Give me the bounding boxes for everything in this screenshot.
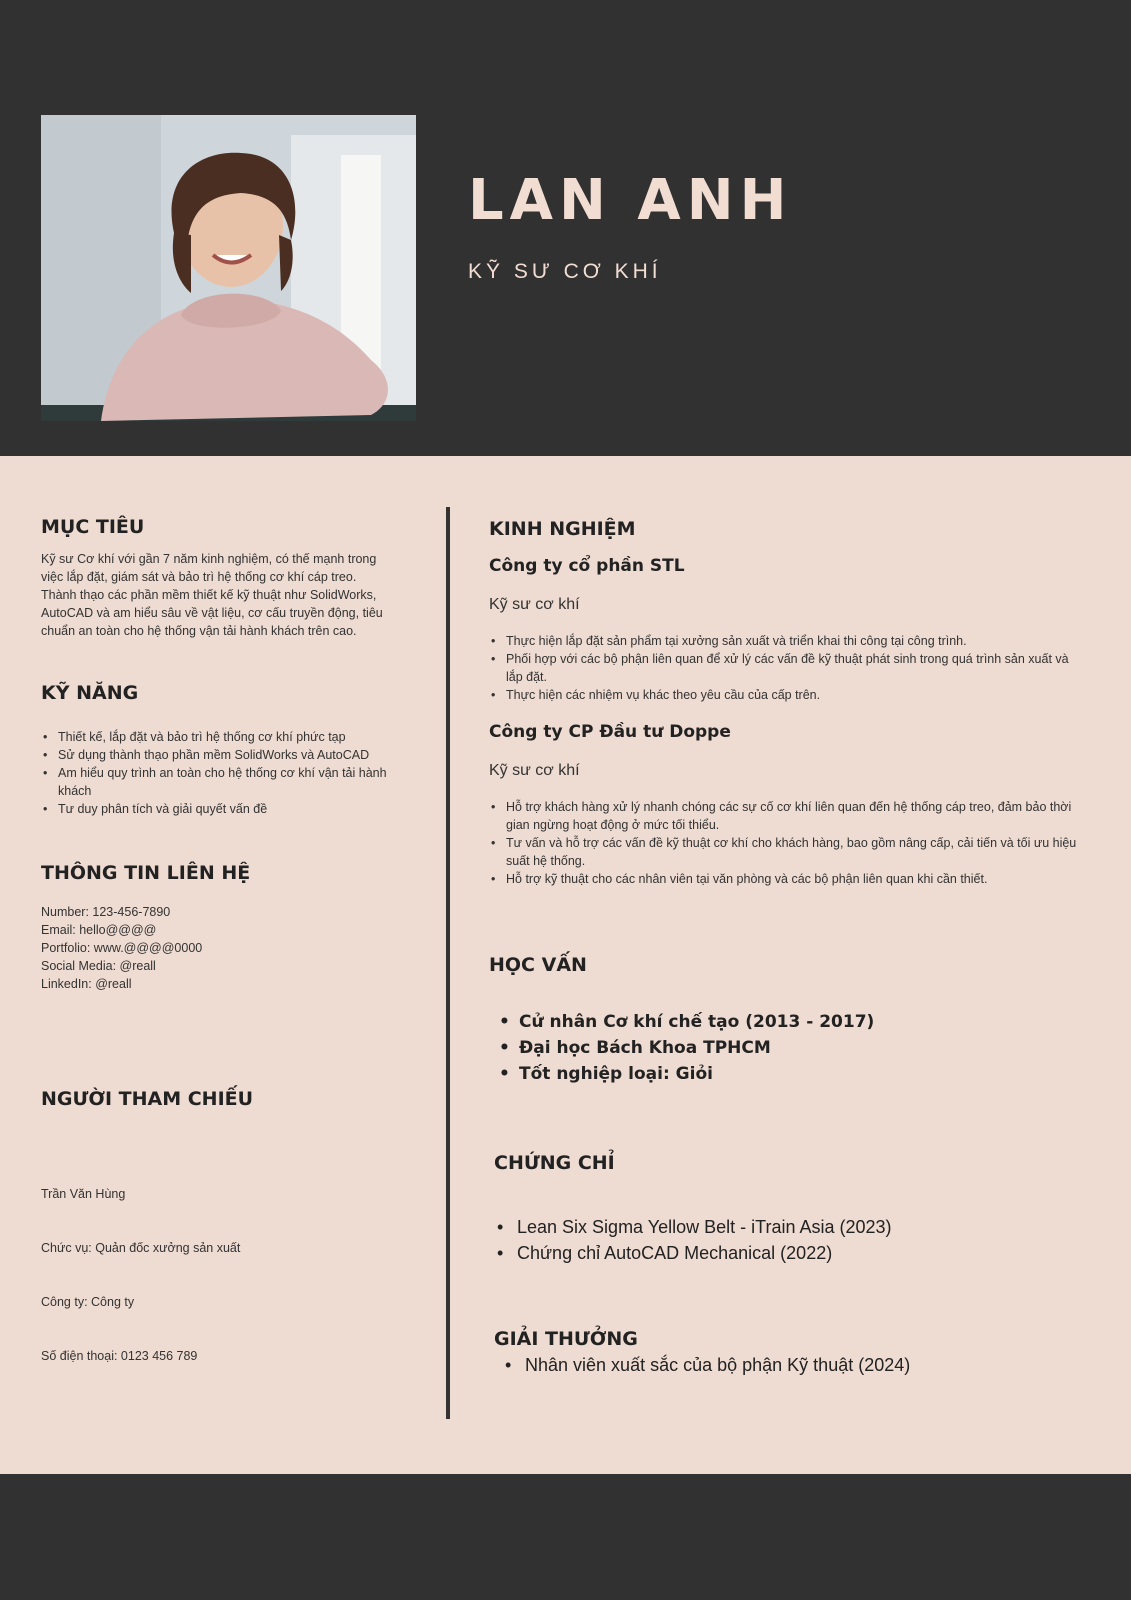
contact-number: Number: 123-456-7890	[41, 905, 171, 919]
footer-banner	[0, 1474, 1131, 1600]
job-title: Kỹ sư cơ khí	[489, 596, 580, 613]
objective-heading: MỤC TIÊU	[41, 516, 145, 538]
objective-line: chuẩn an toàn cho hệ thống vận tải hành khách trên cao.	[41, 624, 357, 638]
objective-line: Kỹ sư Cơ khí với gần 7 năm kinh nghiệm, có thế mạnh trong	[41, 552, 377, 566]
job-duty: • Tư vấn và hỗ trợ các vấn đề kỹ thuật cơ khí cho khách hàng, bao gồm nâng cấp, cải tiến và tối ưu hiệu suất hệ thống.	[489, 834, 1079, 870]
profile-photo	[41, 115, 416, 421]
job-duties-list	[489, 632, 1079, 704]
awards-list	[503, 1352, 910, 1378]
experience-heading: KINH NGHIỆM	[489, 518, 636, 540]
reference-line: Số điện thoại: 0123 456 789	[41, 1349, 198, 1363]
column-divider	[446, 507, 450, 1419]
awards-heading: GIẢI THƯỞNG	[494, 1328, 638, 1350]
education-item: • Cử nhân Cơ khí chế tạo (2013 - 2017)	[497, 1009, 874, 1035]
skills-list	[41, 728, 401, 818]
reference-heading: NGƯỜI THAM CHIẾU	[41, 1088, 254, 1110]
reference-line: Công ty: Công ty	[41, 1295, 135, 1309]
job-duties-list	[489, 798, 1079, 888]
skills-heading: KỸ NĂNG	[41, 682, 139, 704]
skill-item: • Thiết kế, lắp đặt và bảo trì hệ thống cơ khí phức tạp	[41, 728, 401, 746]
education-list	[497, 1009, 874, 1087]
certificates-list	[495, 1214, 892, 1266]
contact-info	[41, 903, 202, 993]
objective-line: AutoCAD và am hiểu sâu về vật liệu, cơ cấu truyền động, tiêu	[41, 606, 383, 620]
contact-linkedin: LinkedIn: @reall	[41, 977, 132, 991]
reference-line: Chức vụ: Quản đốc xưởng sản xuất	[41, 1241, 241, 1255]
contact-portfolio: Portfolio: www.@@@@0000	[41, 941, 203, 955]
education-item: • Đại học Bách Khoa TPHCM	[497, 1035, 874, 1061]
skill-item: • Tư duy phân tích và giải quyết vấn đề	[41, 800, 401, 818]
reference-line: Trần Văn Hùng	[41, 1187, 126, 1201]
job-company: Công ty CP Đầu tư Doppe	[489, 722, 731, 742]
job-duty: • Thực hiện các nhiệm vụ khác theo yêu cầu của cấp trên.	[489, 686, 1079, 704]
job-duty: • Hỗ trợ kỹ thuật cho các nhân viên tại văn phòng và các bộ phận liên quan khi cần thiết.	[489, 870, 1079, 888]
reference-info	[41, 1149, 240, 1383]
job-duty: • Phối hợp với các bộ phận liên quan để xử lý các vấn đề kỹ thuật phát sinh trong quá trình sản xuất và lắp đặt.	[489, 650, 1079, 686]
skill-item: • Sử dụng thành thạo phần mềm SolidWorks và AutoCAD	[41, 746, 401, 764]
job-company: Công ty cổ phần STL	[489, 556, 685, 576]
skill-item: • Am hiểu quy trình an toàn cho hệ thống cơ khí vận tải hành khách	[41, 764, 401, 800]
education-heading: HỌC VẤN	[489, 954, 587, 976]
objective-line: việc lắp đặt, giám sát và bảo trì hệ thống cơ khí cáp treo.	[41, 570, 357, 584]
job-title: Kỹ sư cơ khí	[489, 762, 580, 779]
contact-email: Email: hello@@@@	[41, 923, 157, 937]
certificate-item: • Lean Six Sigma Yellow Belt - iTrain Asia (2023)	[495, 1214, 892, 1240]
certificate-item: • Chứng chỉ AutoCAD Mechanical (2022)	[495, 1240, 892, 1266]
job-duty: • Thực hiện lắp đặt sản phẩm tại xưởng sản xuất và triển khai thi công tại công trình.	[489, 632, 1079, 650]
contact-heading: THÔNG TIN LIÊN HỆ	[41, 862, 251, 884]
candidate-role: KỸ SƯ CƠ KHÍ	[468, 260, 662, 283]
contact-social: Social Media: @reall	[41, 959, 156, 973]
candidate-name: LAN ANH	[468, 168, 793, 233]
education-item: • Tốt nghiệp loại: Giỏi	[497, 1061, 874, 1087]
header-banner	[0, 0, 1131, 456]
certificates-heading: CHỨNG CHỈ	[494, 1152, 615, 1174]
award-item: • Nhân viên xuất sắc của bộ phận Kỹ thuật (2024)	[503, 1352, 910, 1378]
job-duty: • Hỗ trợ khách hàng xử lý nhanh chóng các sự cố cơ khí liên quan đến hệ thống cáp treo, đảm bảo thời gian ngừng hoạt động ở mức tối thiểu.	[489, 798, 1079, 834]
objective-text	[41, 550, 383, 640]
objective-line: Thành thạo các phần mềm thiết kế kỹ thuật như SolidWorks,	[41, 588, 377, 602]
